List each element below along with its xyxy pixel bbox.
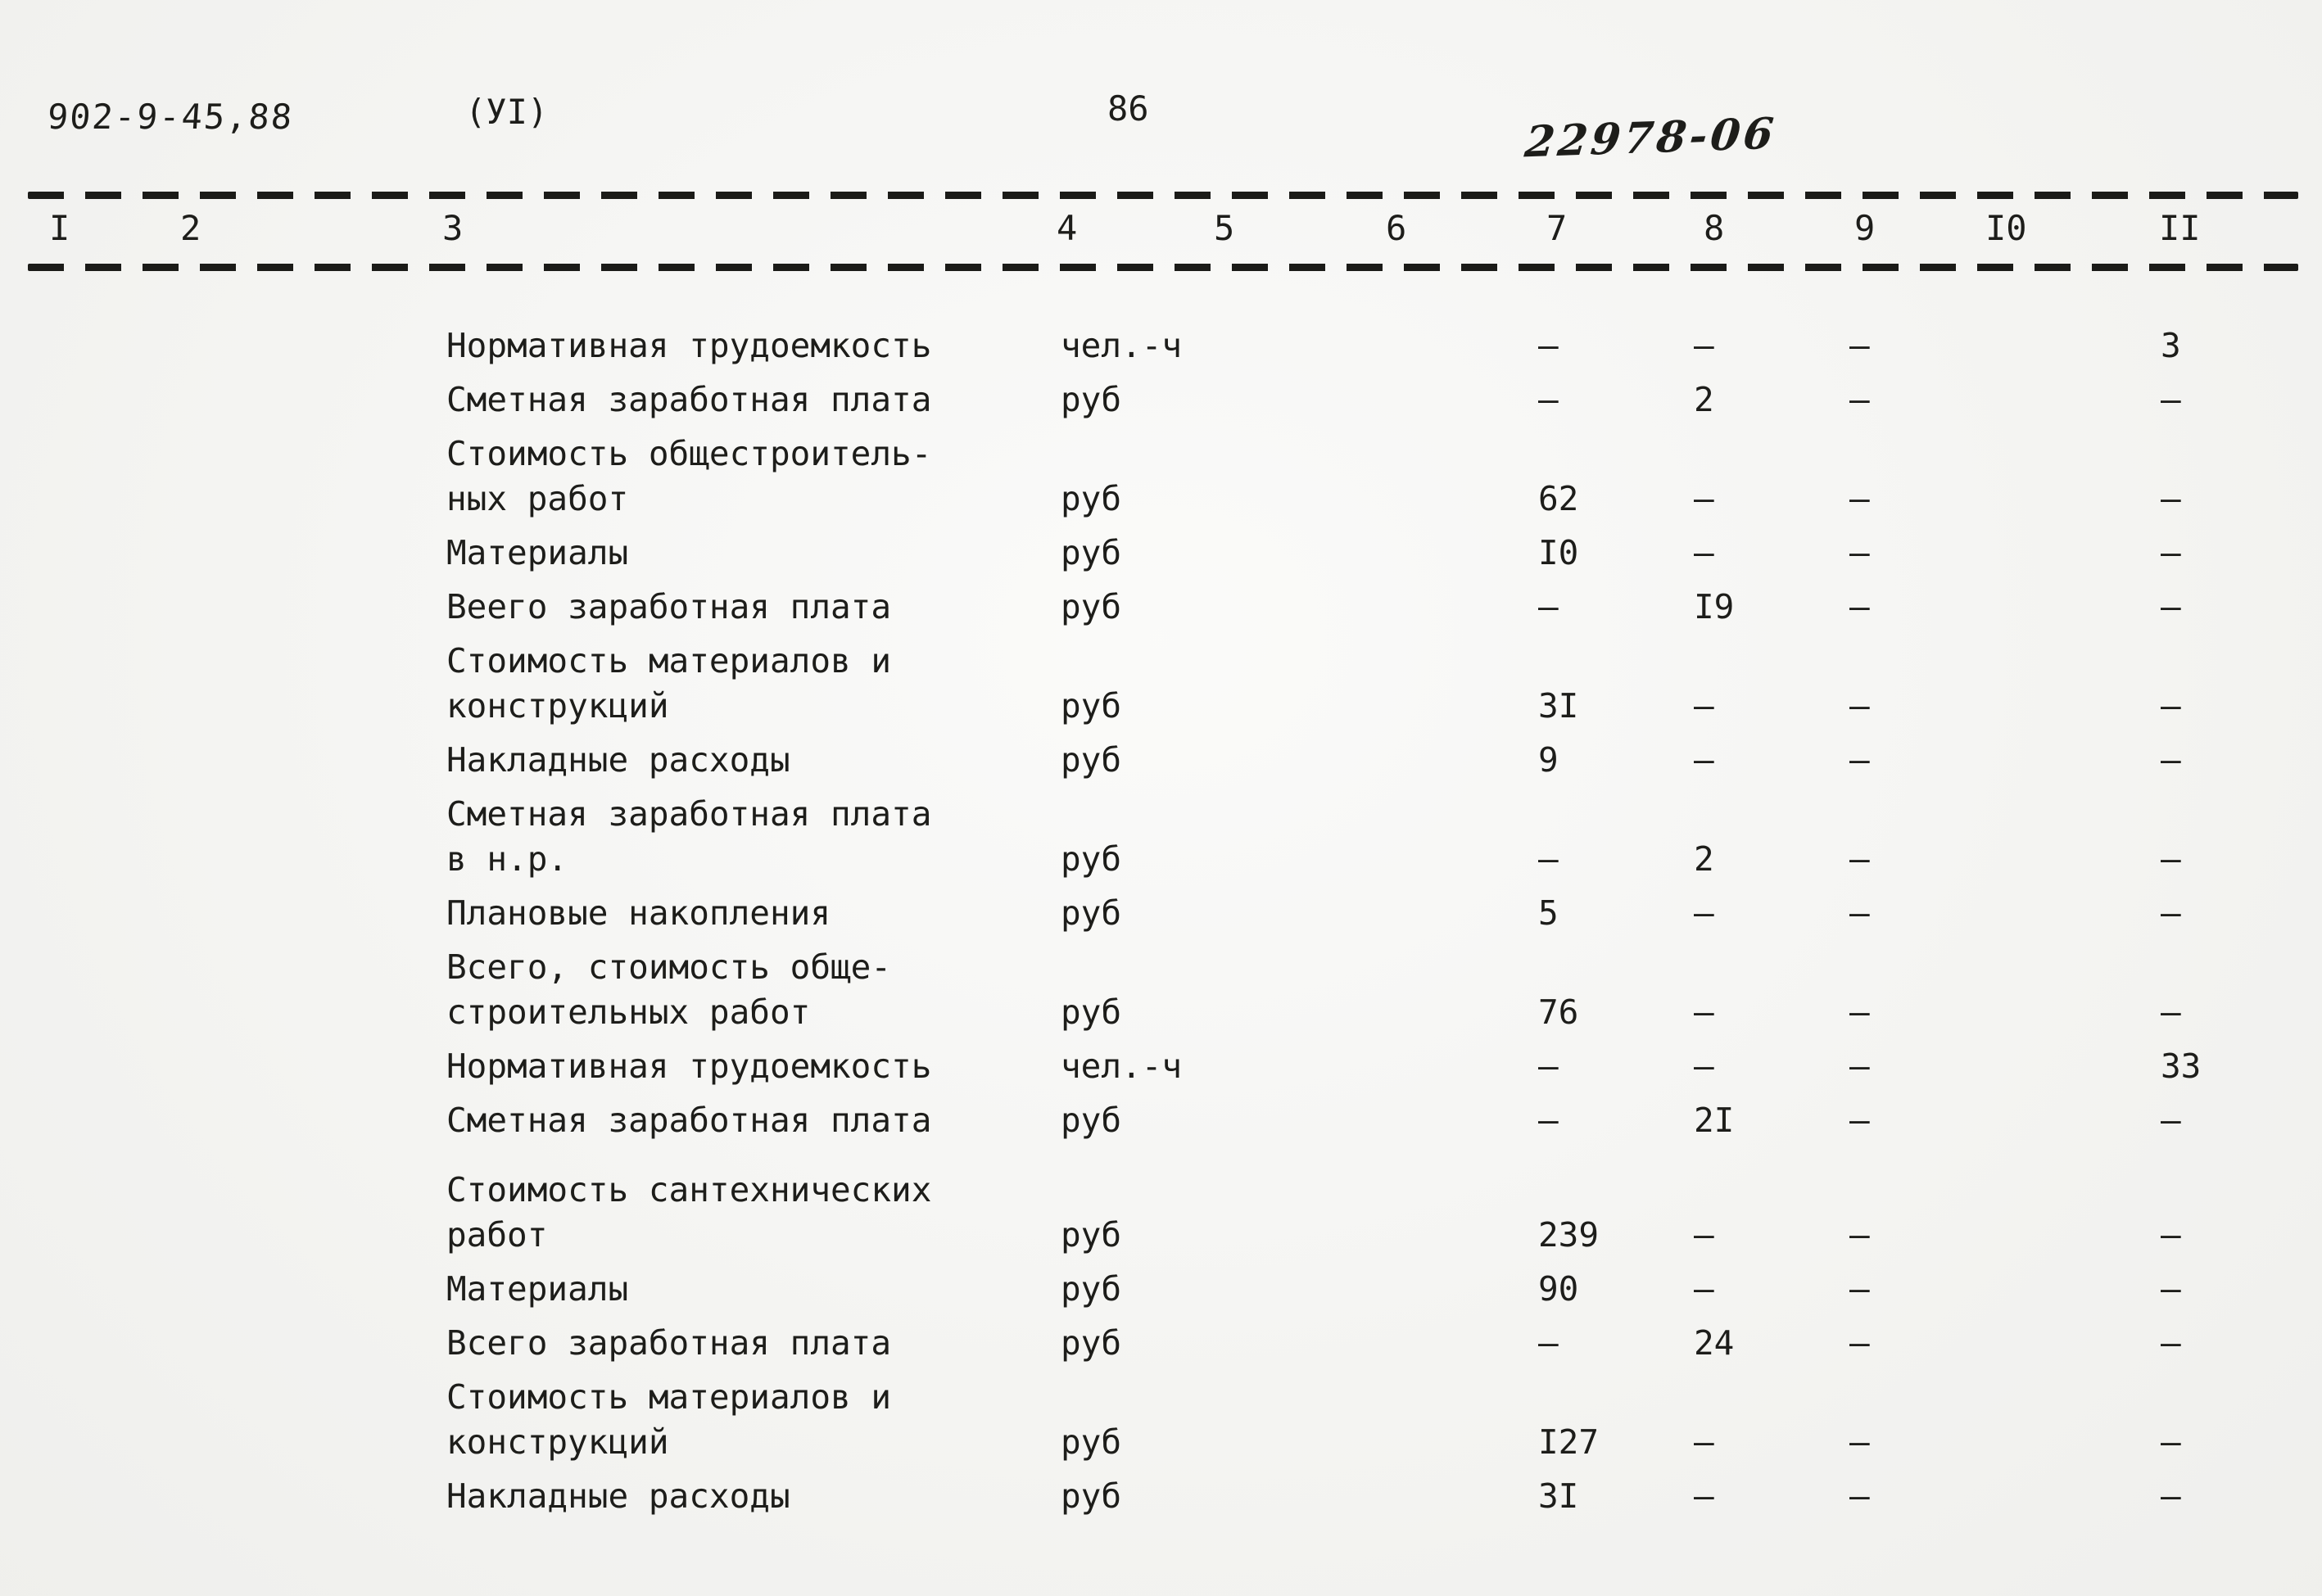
col9-value: – <box>1849 1476 1870 1516</box>
row-label <box>446 585 1085 630</box>
dashed-divider-top <box>28 192 2298 199</box>
row-label <box>446 1044 1085 1089</box>
page-number: 86 <box>1107 88 1149 129</box>
dashed-divider-bottom <box>28 264 2298 271</box>
col11-value: 3 <box>2161 326 2181 365</box>
col11-value: – <box>2161 587 2181 626</box>
col9-value: – <box>1849 1101 1870 1140</box>
table-row <box>0 1098 2322 1143</box>
table-row <box>0 945 2322 1035</box>
row-label <box>446 738 1085 783</box>
row-label-line: Плановые накопления <box>446 893 831 933</box>
column-number-3: 3 <box>442 208 464 248</box>
column-number-7: 7 <box>1546 208 1568 248</box>
col8-value: – <box>1694 992 1714 1032</box>
table-row <box>0 891 2322 936</box>
row-label-line: Стоимость общестроитель- <box>446 434 932 473</box>
row-label-line: Всего заработная плата <box>446 1323 892 1363</box>
column-number-11: II <box>2159 208 2201 248</box>
row-label-line: Веего заработная плата <box>446 587 892 626</box>
table-row <box>0 378 2322 423</box>
col8-value: – <box>1694 326 1714 365</box>
table-row <box>0 1267 2322 1312</box>
col9-value: – <box>1849 533 1870 572</box>
row-label <box>446 1098 1085 1143</box>
column-number-2: 2 <box>180 208 201 248</box>
col9-value: – <box>1849 1422 1870 1462</box>
row-unit: руб <box>1061 1476 1122 1516</box>
col7-value: – <box>1538 1323 1559 1363</box>
row-label <box>446 323 1085 368</box>
row-label <box>446 1375 1085 1465</box>
column-number-9: 9 <box>1854 208 1876 248</box>
row-unit: руб <box>1061 533 1122 572</box>
col7-value: 239 <box>1538 1215 1600 1255</box>
col7-value: – <box>1538 839 1559 879</box>
col9-value: – <box>1849 380 1870 419</box>
col8-value: – <box>1694 1269 1714 1309</box>
row-unit: чел.-ч <box>1061 326 1183 365</box>
column-number-1: I <box>49 208 70 248</box>
row-label-line: Накладные расходы <box>446 740 790 780</box>
column-number-4: 4 <box>1057 208 1078 248</box>
col9-value: – <box>1849 479 1870 518</box>
col8-value: – <box>1694 686 1714 726</box>
row-label-line: Стоимость сантехнических <box>446 1170 932 1209</box>
row-unit: руб <box>1061 1269 1122 1309</box>
table-row <box>0 639 2322 729</box>
row-unit: руб <box>1061 839 1122 879</box>
col8-value: – <box>1694 533 1714 572</box>
table-row <box>0 792 2322 882</box>
row-label-line: в н.р. <box>446 839 568 879</box>
row-label <box>446 945 1085 1035</box>
col7-value: – <box>1538 326 1559 365</box>
table-body <box>0 323 2322 1528</box>
col8-value: I9 <box>1694 587 1735 626</box>
table-row <box>0 1044 2322 1089</box>
row-unit: руб <box>1061 479 1122 518</box>
col11-value: – <box>2161 1422 2181 1462</box>
row-label <box>446 1168 1085 1258</box>
col7-value: 9 <box>1538 740 1559 780</box>
col8-value: 2 <box>1694 839 1714 879</box>
row-unit: руб <box>1061 1101 1122 1140</box>
row-label-line: Сметная заработная плата <box>446 1101 932 1140</box>
row-label <box>446 1474 1085 1519</box>
row-unit: руб <box>1061 1215 1122 1255</box>
col7-value: – <box>1538 1101 1559 1140</box>
col8-value: – <box>1694 1215 1714 1255</box>
row-label <box>446 378 1085 423</box>
col11-value: – <box>2161 740 2181 780</box>
col7-value: 3I <box>1538 686 1579 726</box>
col8-value: – <box>1694 1047 1714 1086</box>
col8-value: – <box>1694 893 1714 933</box>
table-row <box>0 531 2322 576</box>
section-label: (УІ) <box>465 92 549 132</box>
row-label-line: Сметная заработная плата <box>446 794 932 834</box>
col11-value: – <box>2161 479 2181 518</box>
row-label-line: Нормативная трудоемкость <box>446 326 932 365</box>
column-number-row <box>0 208 2322 254</box>
column-number-10: I0 <box>1985 208 2027 248</box>
table-row <box>0 1474 2322 1519</box>
row-label-line: Стоимость материалов и <box>446 641 892 680</box>
col7-value: 5 <box>1538 893 1559 933</box>
row-label-line: конструкций <box>446 686 669 726</box>
row-label-line: Материалы <box>446 533 629 572</box>
col9-value: – <box>1849 326 1870 365</box>
col11-value: – <box>2161 1476 2181 1516</box>
col11-value: – <box>2161 992 2181 1032</box>
column-number-5: 5 <box>1214 208 1235 248</box>
table-row <box>0 1168 2322 1258</box>
col11-value: – <box>2161 533 2181 572</box>
row-unit: руб <box>1061 740 1122 780</box>
col9-value: – <box>1849 839 1870 879</box>
col11-value: – <box>2161 1215 2181 1255</box>
row-label <box>446 432 1085 522</box>
row-unit: руб <box>1061 380 1122 419</box>
col8-value: – <box>1694 479 1714 518</box>
row-label <box>446 891 1085 936</box>
row-label-line: Всего, стоимость обще- <box>446 947 892 987</box>
col8-value: 24 <box>1694 1323 1735 1363</box>
column-number-6: 6 <box>1386 208 1407 248</box>
col9-value: – <box>1849 1047 1870 1086</box>
table-row <box>0 585 2322 630</box>
row-label <box>446 1321 1085 1366</box>
col7-value: 90 <box>1538 1269 1579 1309</box>
col11-value: – <box>2161 839 2181 879</box>
row-label-line: Накладные расходы <box>446 1476 790 1516</box>
col11-value: – <box>2161 893 2181 933</box>
col7-value: 62 <box>1538 479 1579 518</box>
col7-value: 76 <box>1538 992 1579 1032</box>
col7-value: – <box>1538 587 1559 626</box>
col9-value: – <box>1849 740 1870 780</box>
row-unit: руб <box>1061 1422 1122 1462</box>
row-label-line: работ <box>446 1215 548 1255</box>
row-label-line: строительных работ <box>446 992 811 1032</box>
col11-value: – <box>2161 1101 2181 1140</box>
col11-value: – <box>2161 1323 2181 1363</box>
document-code: 902-9-45,88 <box>46 97 295 137</box>
col7-value: – <box>1538 1047 1559 1086</box>
col8-value: – <box>1694 1476 1714 1516</box>
table-row <box>0 323 2322 368</box>
row-label <box>446 639 1085 729</box>
col8-value: – <box>1694 1422 1714 1462</box>
row-unit: руб <box>1061 686 1122 726</box>
row-label-line: Стоимость материалов и <box>446 1377 892 1417</box>
table-row <box>0 738 2322 783</box>
row-unit: чел.-ч <box>1061 1047 1183 1086</box>
col9-value: – <box>1849 587 1870 626</box>
row-label-line: Материалы <box>446 1269 629 1309</box>
col7-value: – <box>1538 380 1559 419</box>
col9-value: – <box>1849 992 1870 1032</box>
col8-value: 2I <box>1694 1101 1735 1140</box>
col9-value: – <box>1849 1215 1870 1255</box>
column-number-8: 8 <box>1704 208 1725 248</box>
row-unit: руб <box>1061 1323 1122 1363</box>
row-label-line: ных работ <box>446 479 629 518</box>
col11-value: 33 <box>2161 1047 2202 1086</box>
col9-value: – <box>1849 893 1870 933</box>
row-label-line: Нормативная трудоемкость <box>446 1047 932 1086</box>
handwritten-stamp: 22978-06 <box>1522 108 1779 168</box>
row-label <box>446 792 1085 882</box>
table-row <box>0 1375 2322 1465</box>
row-unit: руб <box>1061 893 1122 933</box>
col7-value: I0 <box>1538 533 1579 572</box>
table-row <box>0 432 2322 522</box>
col9-value: – <box>1849 1323 1870 1363</box>
row-label <box>446 1267 1085 1312</box>
col11-value: – <box>2161 380 2181 419</box>
col9-value: – <box>1849 686 1870 726</box>
col7-value: I27 <box>1538 1422 1600 1462</box>
col8-value: 2 <box>1694 380 1714 419</box>
table-row <box>0 1321 2322 1366</box>
col9-value: – <box>1849 1269 1870 1309</box>
col11-value: – <box>2161 686 2181 726</box>
row-label-line: конструкций <box>446 1422 669 1462</box>
row-unit: руб <box>1061 992 1122 1032</box>
col7-value: 3I <box>1538 1476 1579 1516</box>
row-label <box>446 531 1085 576</box>
col11-value: – <box>2161 1269 2181 1309</box>
col8-value: – <box>1694 740 1714 780</box>
row-unit: руб <box>1061 587 1122 626</box>
row-label-line: Сметная заработная плата <box>446 380 932 419</box>
